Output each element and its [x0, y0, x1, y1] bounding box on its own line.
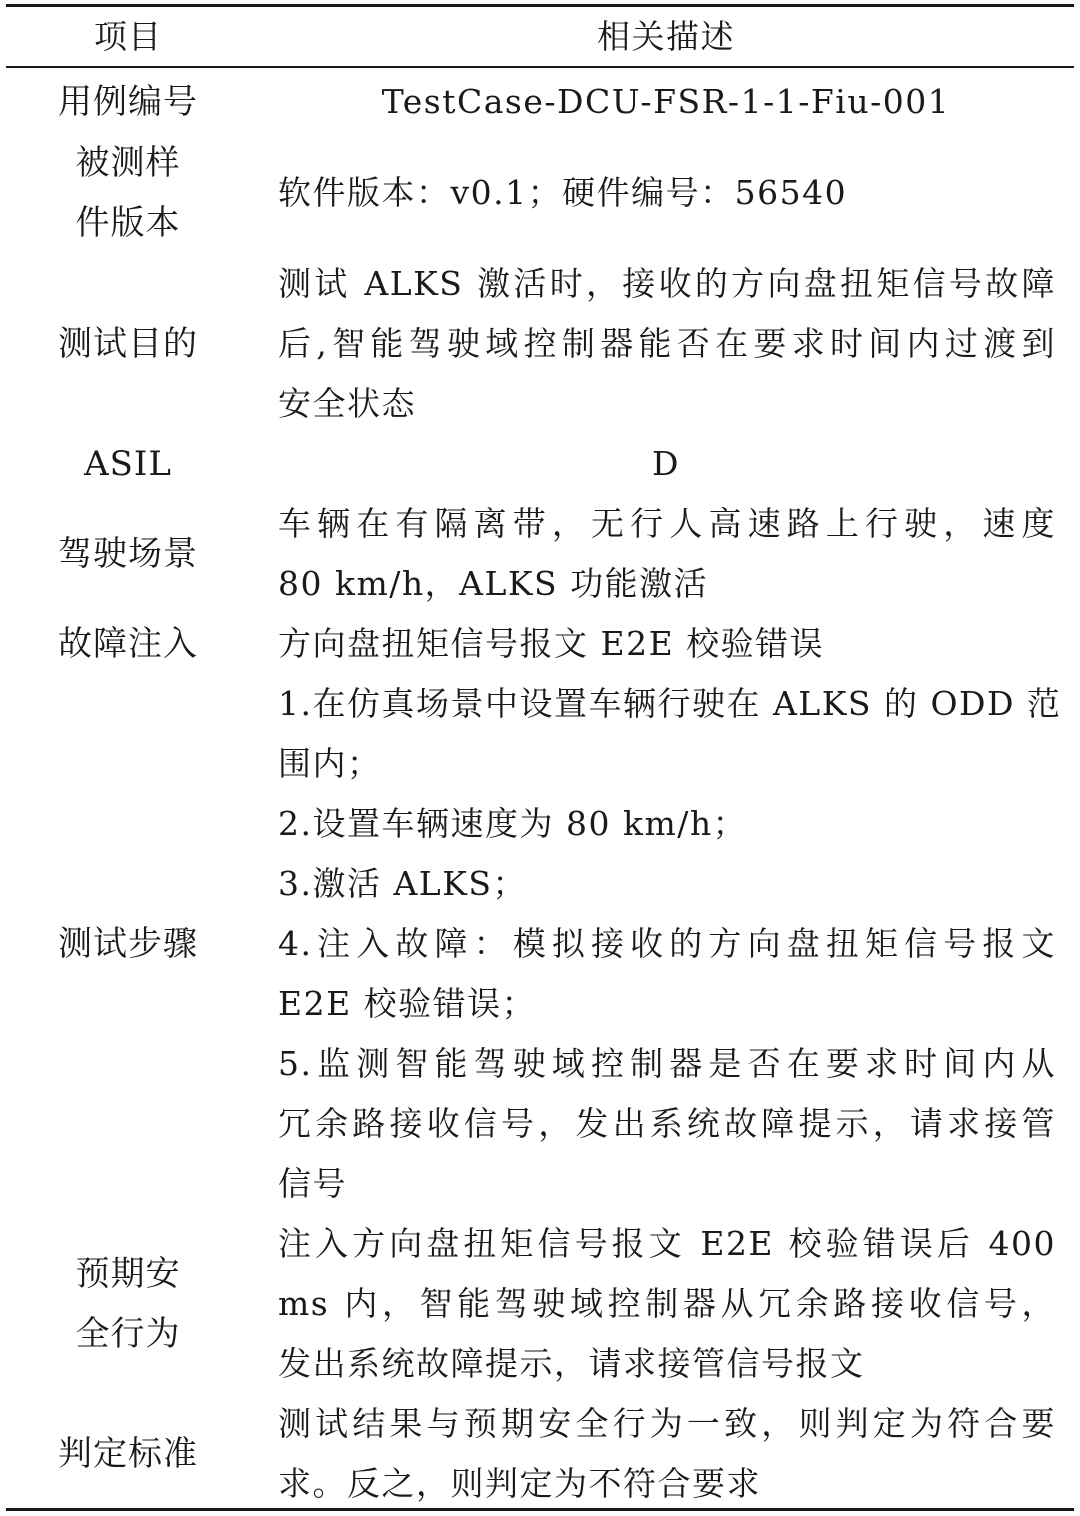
- table-row: [0, 614, 1080, 674]
- table-row: [0, 254, 1080, 434]
- row-description-line: 后,智能驾驶域控制器能否在要求时间内过渡到: [278, 324, 1056, 363]
- row-description: [278, 132, 1056, 254]
- row-description-line: TestCase-DCU-FSR-1-1-Fiu-001: [381, 82, 951, 121]
- row-label: [40, 434, 216, 494]
- row-description-line: E2E 校验错误；: [278, 984, 537, 1023]
- row-label: [40, 1394, 216, 1514]
- row-label-line: 件版本: [75, 203, 181, 243]
- row-label-line: 全行为: [75, 1314, 181, 1354]
- row-label: [40, 614, 216, 674]
- row-description: [278, 1214, 1056, 1394]
- table-bottom-rule: [6, 1508, 1074, 1511]
- row-description-line: 方向盘扭矩信号报文 E2E 校验错误: [278, 624, 825, 663]
- row-description: [278, 1394, 1056, 1514]
- row-description-line: ms 内，智能驾驶域控制器从冗余路接收信号，: [278, 1284, 1056, 1323]
- row-description-line: 发出系统故障提示，请求接管信号报文: [278, 1344, 865, 1383]
- row-description-line: 冗余路接收信号，发出系统故障提示，请求接管: [278, 1104, 1056, 1143]
- row-description-line: 80 km/h，ALKS 功能激活: [278, 564, 709, 603]
- row-description-line: 信号: [278, 1164, 347, 1203]
- row-description: [278, 434, 1054, 494]
- row-description-line: 5.监测智能驾驶域控制器是否在要求时间内从: [278, 1044, 1056, 1083]
- row-description-line: 安全状态: [278, 384, 416, 423]
- row-description-line: 测试结果与预期安全行为一致，则判定为符合要: [278, 1404, 1056, 1443]
- row-label: [40, 254, 216, 434]
- row-label: [40, 674, 216, 1214]
- row-label: [40, 1214, 216, 1394]
- row-label-line: 被测样: [75, 143, 181, 183]
- header-item: 项目: [94, 17, 162, 56]
- row-description-line: 1.在仿真场景中设置车辆行驶在 ALKS 的 ODD 范: [278, 684, 1062, 723]
- row-description: [278, 72, 1054, 132]
- header-description: 相关描述: [597, 17, 735, 56]
- row-description: [278, 674, 1062, 1214]
- row-description-line: 车辆在有隔离带，无行人高速路上行驶，速度: [278, 504, 1056, 543]
- row-description: [278, 254, 1056, 434]
- table-top-rule: [6, 4, 1074, 7]
- row-description-line: 2.设置车辆速度为 80 km/h；: [278, 804, 748, 843]
- table-row: [0, 72, 1080, 132]
- row-description: [278, 494, 1056, 614]
- row-label: [40, 132, 216, 254]
- row-label-line: 用例编号: [58, 82, 198, 122]
- row-label: [40, 72, 216, 132]
- table-row: [0, 1214, 1080, 1394]
- row-label-line: 测试目的: [58, 324, 198, 364]
- row-label-line: 判定标准: [58, 1434, 198, 1474]
- row-label-line: 预期安: [75, 1254, 181, 1294]
- table-header-row: [0, 8, 1080, 66]
- row-label-line: 驾驶场景: [58, 534, 198, 574]
- table-row: [0, 132, 1080, 254]
- row-description-line: 软件版本：v0.1；硬件编号：56540: [278, 173, 848, 212]
- table-row: [0, 674, 1080, 1214]
- table-row: [0, 1394, 1080, 1514]
- row-description-line: 4.注入故障：模拟接收的方向盘扭矩信号报文: [278, 924, 1056, 963]
- row-label-line: ASIL: [84, 444, 172, 484]
- row-description-line: 围内；: [278, 744, 382, 783]
- row-description-line: 注入方向盘扭矩信号报文 E2E 校验错误后 400: [278, 1224, 1056, 1263]
- row-label: [40, 494, 216, 614]
- row-description-line: 求。反之，则判定为不符合要求: [278, 1464, 761, 1503]
- table-header-rule: [6, 66, 1074, 68]
- row-description-line: 测试 ALKS 激活时，接收的方向盘扭矩信号故障: [278, 264, 1056, 303]
- row-label-line: 测试步骤: [58, 924, 198, 964]
- row-label-line: 故障注入: [58, 624, 198, 664]
- table-row: [0, 494, 1080, 614]
- row-description: [278, 614, 1056, 674]
- row-description-line: 3.激活 ALKS；: [278, 864, 527, 903]
- row-description-line: D: [652, 444, 680, 483]
- table-row: [0, 434, 1080, 494]
